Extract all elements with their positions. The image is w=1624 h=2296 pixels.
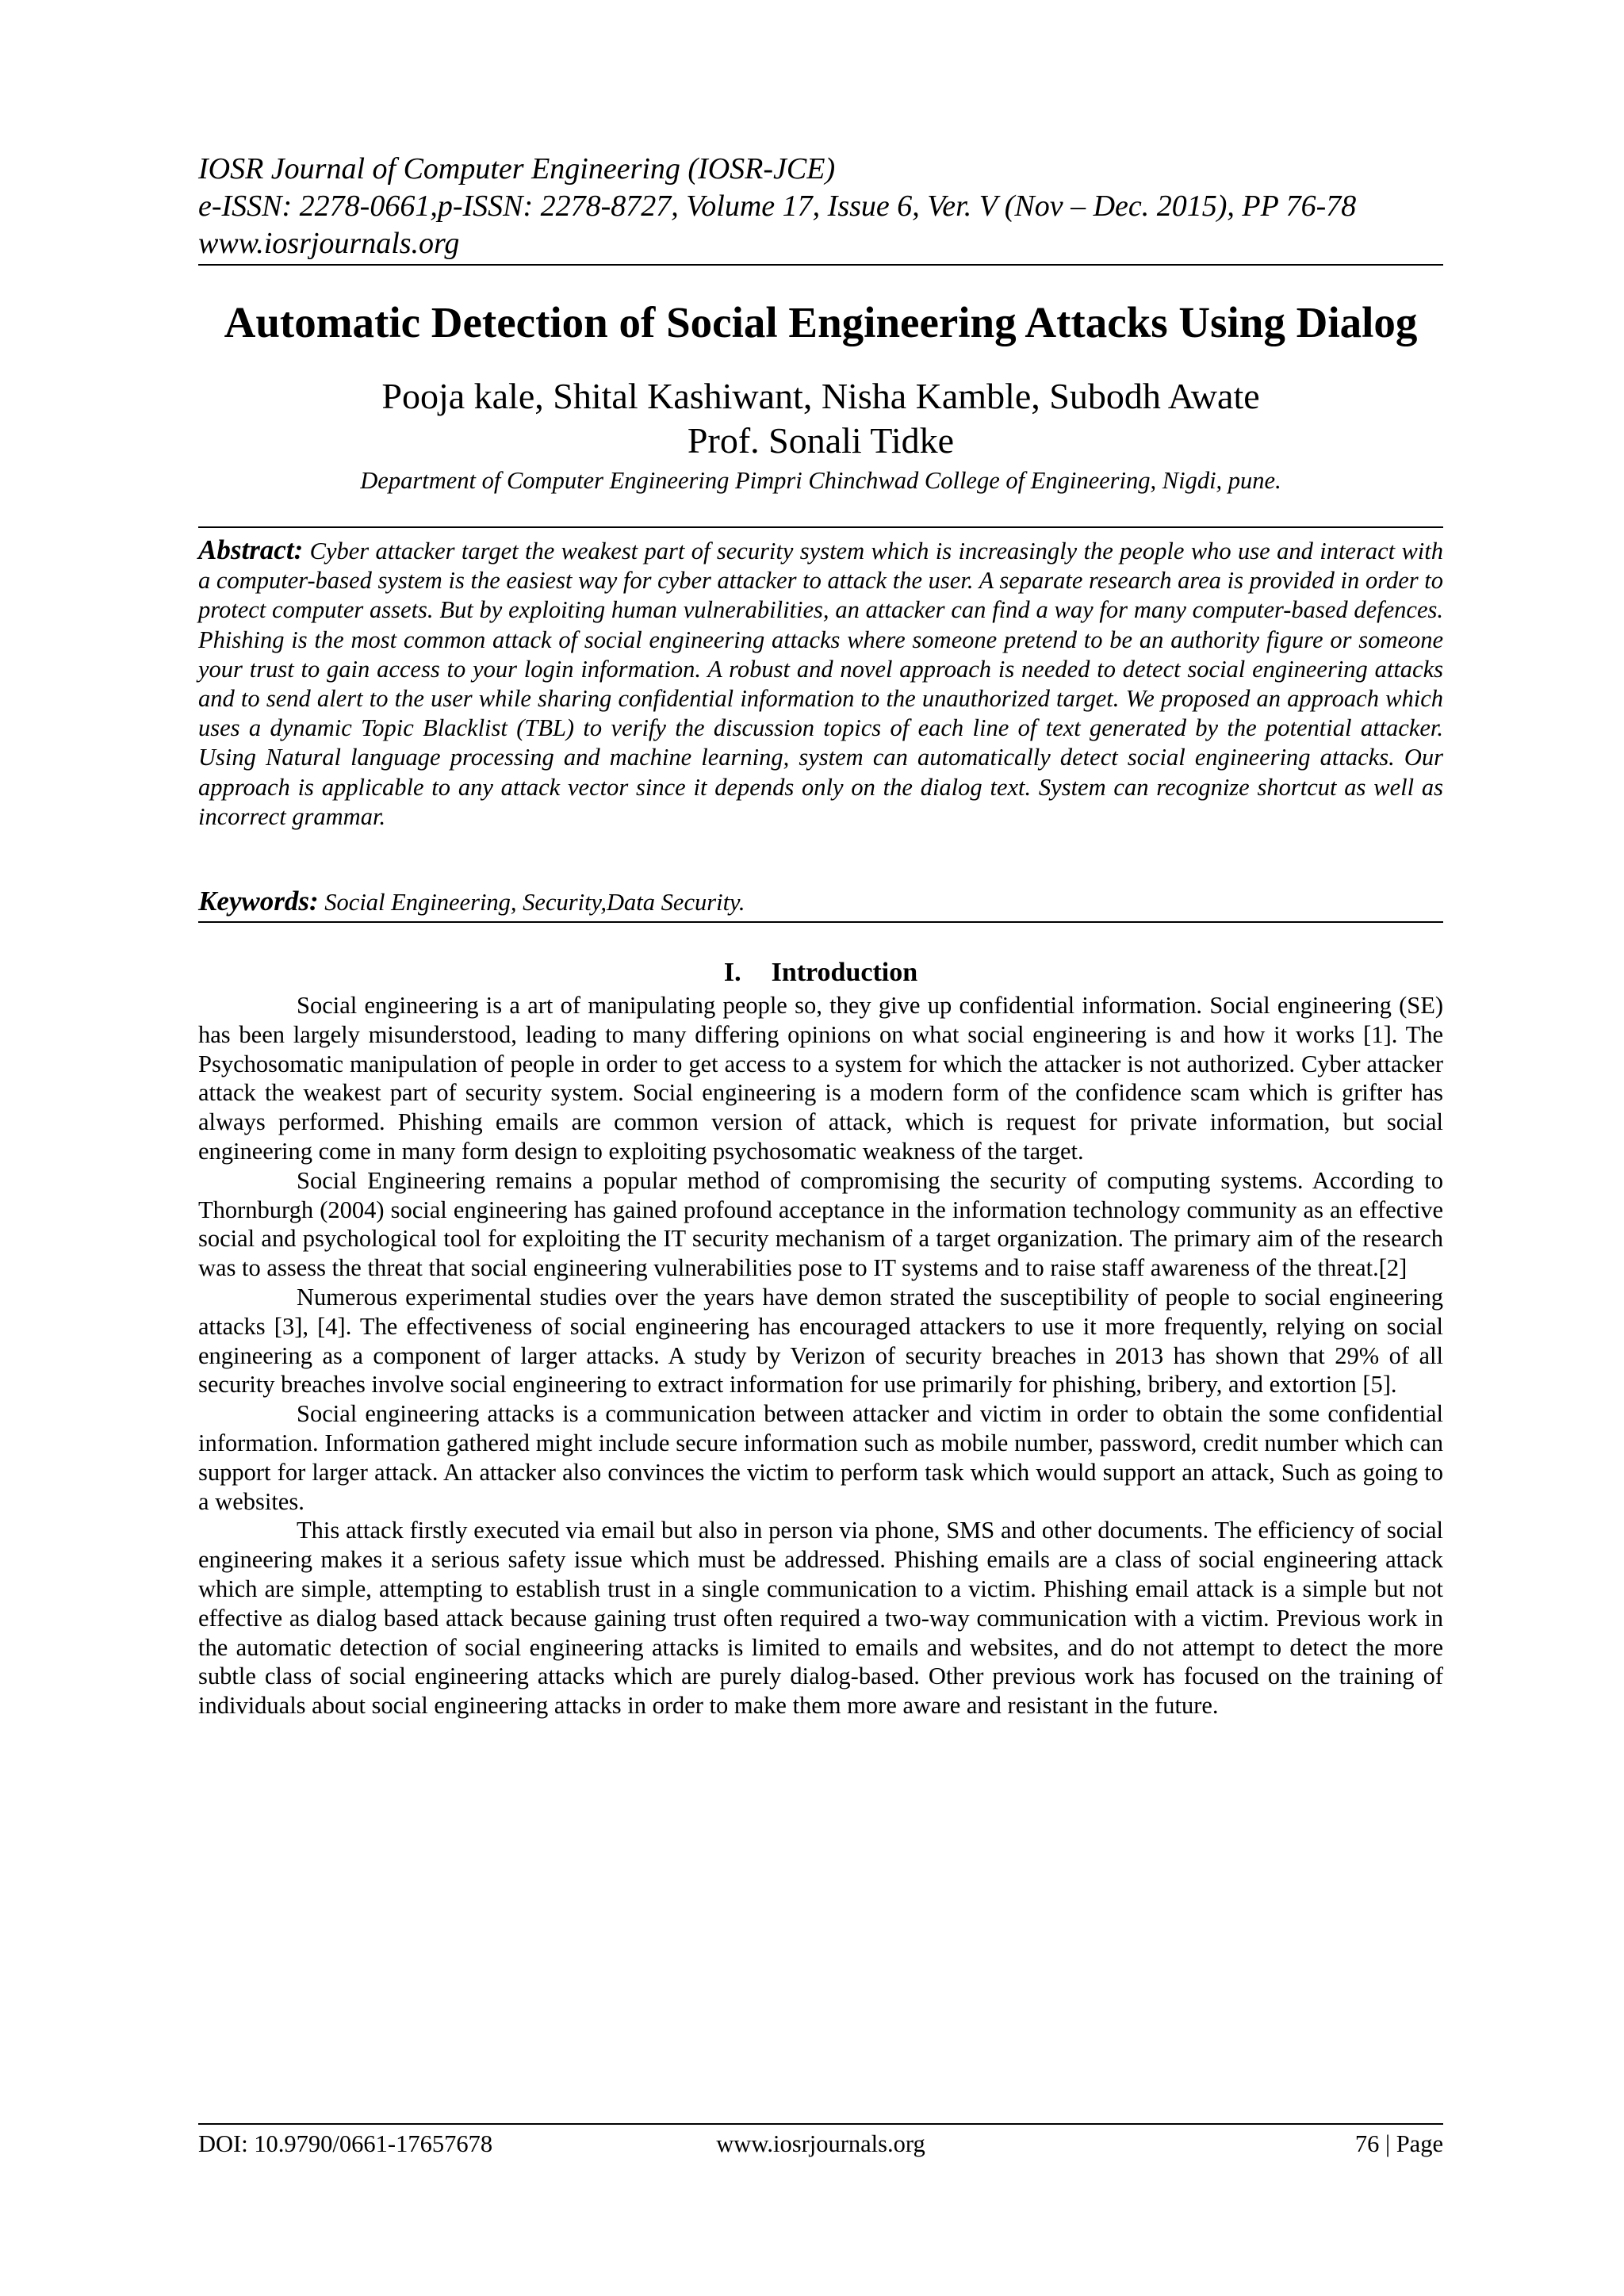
paragraph: Social engineering is a art of manipulating people so, they give up confidential information. Social engineering (SE) has been largely misunderstood, leading to many differing opinions on what social engineering is and how it works [1]. The Psychosomatic manipulation of people in order to get access to a system for which the attacker is not authorized. Cyber attacker attack the weakest part of security system. Social engineering is a modern form of the confidence scam which is grifter has always performed. Phishing emails are common version of attack, which is request for private information, but social engineering come in many form design to exploiting psychosomatic weakness of the target. (198, 992, 1443, 1165)
abstract-top-rule (198, 526, 1443, 528)
section-heading (198, 955, 1443, 990)
keywords-text: Social Engineering, Security,Data Security. (324, 889, 745, 916)
footer-rule (198, 2123, 1443, 2125)
author-names: Pooja kale, Shital Kashiwant, Nisha Kamble, Subodh Awate (381, 376, 1260, 416)
header-rule (198, 264, 1443, 266)
issn-line: e-ISSN: 2278-0661,p-ISSN: 2278-8727, Volume 17, Issue 6, Ver. V (Nov – Dec. 2015), PP 76-78 (198, 189, 1357, 223)
abstract-text: Cyber attacker target the weakest part of security system which is increasingly the people who use and interact with a computer-based system is the easiest way for cyber attacker to attack the user. A separate research area is provided in order to protect computer assets. But by exploiting human vulnerabilities, an attacker can find a way for many computer-based defences. Phishing is the most common attack of social engineering attacks where someone pretend to be an authority figure or someone your trust to gain access to your login information. A robust and novel approach is needed to detect social engineering attacks and to send alert to the user while sharing confidential information to the unauthorized target. We proposed an approach which uses a dynamic Topic Blacklist (TBL) to verify the discussion topics of each line of text generated by the potential attacker. Using Natural language processing and machine learning, system can automatically detect social engineering attacks. Our approach is applicable to any attack vector since it depends only on the dialog text. System can recognize shortcut as well as incorrect grammar. (198, 538, 1444, 830)
authors (198, 374, 1443, 463)
section-number: I. (723, 958, 741, 987)
footer-website: www.iosrjournals.org (716, 2130, 925, 2157)
introduction-body (198, 991, 1443, 1720)
journal-header (198, 151, 1443, 262)
paragraph: Numerous experimental studies over the years have demon strated the susceptibility of people to social engineering attacks [3], [4]. The effectiveness of social engineering has encouraged attackers to use it more frequently, relying on social engineering as a component of larger attacks. A study by Verizon of security breaches in 2013 has shown that 29% of all security breaches involve social engineering to extract information for use primarily for phishing, bribery, and extortion [5]. (198, 1283, 1443, 1399)
supervisor-name: Prof. Sonali Tidke (687, 420, 955, 461)
abstract-bottom-rule (198, 921, 1443, 923)
abstract-label: Abstract: (198, 534, 304, 565)
journal-name: IOSR Journal of Computer Engineering (IOSR-JCE) (198, 152, 836, 186)
section-title: Introduction (771, 958, 918, 987)
journal-website: www.iosrjournals.org (198, 227, 460, 260)
footer-doi: DOI: 10.9790/0661-17657678 (198, 2130, 493, 2157)
affiliation: Department of Computer Engineering Pimpri Chinchwad College of Engineering, Nigdi, pune. (360, 467, 1281, 494)
abstract (198, 535, 1443, 832)
paragraph: This attack firstly executed via email but also in person via phone, SMS and other documents. The efficiency of social engineering makes it a serious safety issue which must be addressed. Phishing emails are a class of social engineering attack which are simple, attempting to establish trust in a single communication to a victim. Phishing email attack is a simple but not effective as dialog based attack because gaining trust often required a two-way communication with a victim. Previous work in the automatic detection of social engineering attacks is limited to emails and websites, and do not attempt to detect the more subtle class of social engineering attacks which are purely dialog-based. Other previous work has focused on the training of individuals about social engineering attacks in order to make them more aware and resistant in the future. (198, 1517, 1443, 1720)
paper-title: Automatic Detection of Social Engineering Attacks Using Dialog (224, 298, 1418, 346)
paragraph: Social engineering attacks is a communication between attacker and victim in order to obtain the some confidential information. Information gathered might include secure information such as mobile number, password, credit number which can support for larger attack. An attacker also convinces the victim to perform task which would support an attack, Such as going to a websites. (198, 1400, 1443, 1515)
footer-page-number: 76 | Page (1354, 2130, 1443, 2157)
keywords (198, 886, 1443, 918)
keywords-label: Keywords: (198, 886, 319, 916)
paragraph: Social Engineering remains a popular method of compromising the security of computing systems. According to Thornburgh (2004) social engineering has gained profound acceptance in the information technology community as an effective social and psychological tool for exploiting the IT security mechanism of a target organization. The primary aim of the research was to assess the threat that social engineering vulnerabilities pose to IT systems and to raise staff awareness of the threat.[2] (198, 1166, 1443, 1282)
